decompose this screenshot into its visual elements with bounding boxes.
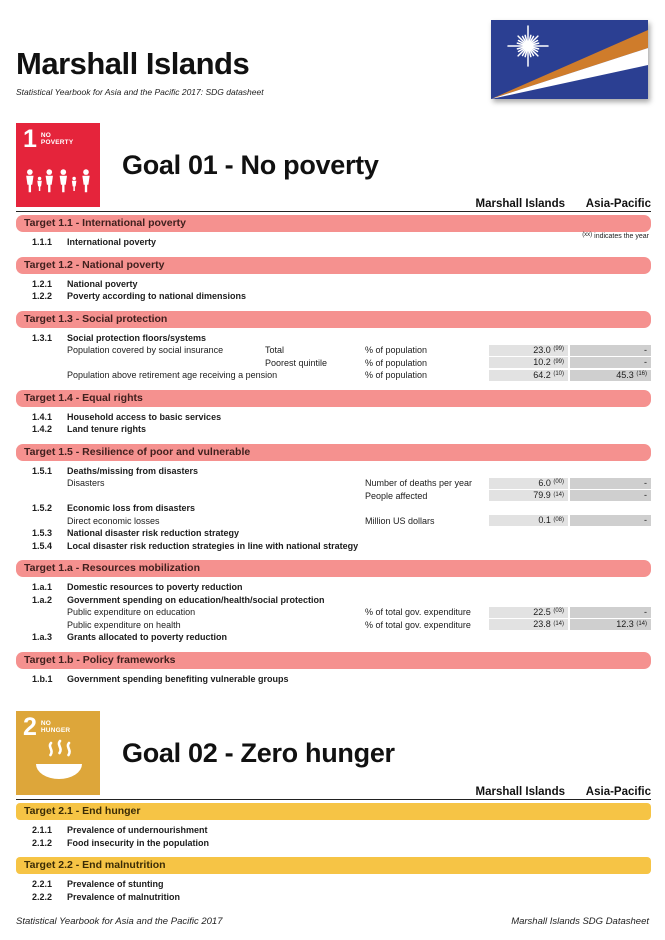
value-year: (16)	[636, 371, 647, 377]
indicator-unit: % of population	[365, 345, 428, 355]
value-year: (99)	[553, 346, 564, 352]
indicator-unit: Million US dollars	[365, 515, 435, 526]
indicator-number	[32, 477, 67, 490]
target-bar	[16, 652, 651, 669]
indicator-number	[32, 344, 67, 357]
indicator-name: Direct economic losses	[67, 515, 160, 526]
indicator-name: Local disaster risk reduction strategies in line with national strategy	[67, 540, 359, 551]
target-bar	[16, 390, 651, 407]
target-section	[16, 560, 651, 644]
target-bar	[16, 560, 651, 577]
indicator-number: 1.2.1	[32, 278, 53, 289]
indicator-subcategory: Total	[265, 345, 285, 355]
indicator-name: Economic loss from disasters	[67, 503, 196, 513]
sdg-goal-badge	[16, 711, 100, 795]
value-cell-region: 12.3 $^{(14)}$	[570, 619, 651, 630]
value-cell-country: 10.2 $^{(99)}$	[489, 357, 568, 368]
target-bar-label: Target 2.2 - End malnutrition	[24, 859, 166, 871]
page-subtitle: Statistical Yearbook for Asia and the Pacific 2017: SDG datasheet	[16, 87, 264, 97]
value-cell-region: -	[570, 357, 651, 368]
value-year: (00)	[553, 479, 564, 485]
goal-title: Goal 01 - No poverty	[122, 149, 379, 180]
indicator-row	[16, 332, 651, 345]
goal-badge-top	[23, 713, 94, 741]
value-cell-country: 23.8 $^{(14)}$	[489, 619, 568, 630]
page-content	[0, 46, 665, 903]
flag-marshall-islands-svg	[491, 20, 648, 99]
indicator-number: 1.a.3	[32, 632, 53, 642]
indicator-name	[67, 357, 265, 370]
goal-title: Goal 02 - Zero hunger	[122, 737, 395, 768]
footer-left: Statistical Yearbook for Asia and the Pacific 2017	[16, 916, 223, 927]
page-title: Marshall Islands	[16, 46, 250, 81]
indicator-row	[16, 878, 651, 891]
indicator-subcategory: Poorest quintile	[265, 357, 328, 368]
value-year: (03)	[553, 608, 564, 614]
value-year: (99)	[553, 358, 564, 365]
target-section	[16, 857, 651, 903]
indicator-name: National disaster risk reduction strategy	[67, 528, 240, 538]
indicator-number: 1.5.3	[32, 528, 53, 538]
indicator-name: Land tenure rights	[67, 424, 147, 434]
indicator-row	[16, 344, 651, 357]
value-year: (08)	[553, 516, 564, 523]
indicator-row	[16, 232, 651, 249]
column-header-country: Marshall Islands	[475, 198, 565, 210]
target-bar	[16, 311, 651, 328]
target-bar	[16, 257, 651, 274]
indicator-unit: % of total gov. expenditure	[365, 619, 471, 630]
target-section	[16, 215, 651, 249]
target-bar	[16, 857, 651, 874]
indicator-unit: % of population	[365, 357, 428, 368]
indicator-name: Public expenditure on education	[67, 607, 196, 617]
value-cell-country: 22.5 $^{(03)}$	[489, 607, 568, 618]
indicator-number	[32, 490, 67, 503]
value-cell-region: -	[570, 490, 651, 501]
target-section	[16, 803, 651, 849]
indicator-name: Food insecurity in the population	[67, 837, 209, 848]
indicator-row	[16, 369, 651, 382]
target-bar-label: Target 1.2 - National poverty	[24, 258, 165, 271]
value-cell-region: -	[570, 345, 651, 356]
indicator-name: Disasters	[67, 478, 105, 488]
indicator-number: 1.b.1	[32, 673, 53, 684]
goal-number: 2	[23, 713, 37, 741]
target-section	[16, 311, 651, 382]
indicator-name: Household access to basic services	[67, 411, 222, 422]
goal-badge-top	[23, 125, 94, 153]
year-note: $^{(xx)}$ indicates the year	[582, 232, 649, 240]
indicator-number: 2.1.2	[32, 837, 53, 848]
indicator-name: International poverty	[67, 237, 157, 247]
indicator-number: 1.4.1	[32, 411, 53, 422]
indicator-unit: Number of deaths per year	[365, 478, 473, 488]
indicator-number	[32, 369, 67, 382]
indicator-row	[16, 581, 651, 594]
value-cell-region: -	[570, 607, 651, 618]
target-section	[16, 390, 651, 436]
indicator-name: Population above retirement age receiving a pension	[67, 370, 278, 380]
indicator-name	[67, 490, 365, 503]
indicator-row	[16, 527, 651, 540]
indicator-number: 1.3.1	[32, 332, 53, 343]
indicator-name: National poverty	[67, 278, 138, 289]
indicator-name: Population covered by social insurance	[67, 345, 224, 355]
indicator-number: 1.a.2	[32, 594, 53, 605]
indicator-unit: % of population	[365, 370, 428, 380]
target-bar-label: Target 1.b - Policy frameworks	[24, 653, 176, 666]
indicator-row	[16, 891, 651, 904]
indicator-number: 1.2.2	[32, 291, 53, 301]
goal-badge-line1: NO	[40, 720, 52, 727]
target-section	[16, 652, 651, 686]
goal-header	[16, 123, 651, 207]
value-cell-country: 23.0 $^{(99)}$	[489, 345, 568, 356]
target-section	[16, 444, 651, 553]
indicator-number	[32, 515, 67, 528]
goal-section	[16, 711, 651, 903]
goal-section	[16, 123, 651, 685]
indicator-row	[16, 357, 651, 370]
indicator-row	[16, 490, 651, 503]
indicator-name: Deaths/missing from disasters	[67, 465, 199, 476]
target-bar-label: Target 1.5 - Resilience of poor and vulnerable	[24, 445, 251, 458]
value-cell-region: -	[570, 478, 651, 489]
indicator-row	[16, 502, 651, 515]
indicator-row	[16, 290, 651, 303]
goal-badge-label	[41, 128, 73, 146]
indicator-row	[16, 594, 651, 607]
goal-badge-line2: POVERTY	[40, 139, 74, 146]
family-icon	[24, 168, 94, 200]
indicator-name: Social protection floors/systems	[67, 332, 207, 343]
target-bar	[16, 215, 651, 232]
indicator-name: Prevalence of undernourishment	[67, 825, 208, 835]
goals-container	[16, 123, 651, 903]
indicator-number	[32, 606, 67, 619]
goal-header	[16, 711, 651, 795]
indicator-name: Government spending benefiting vulnerable groups	[67, 673, 289, 684]
value-year: (14)	[553, 620, 564, 627]
value-cell-region: -	[570, 515, 651, 526]
indicator-row	[16, 423, 651, 436]
column-header-country: Marshall Islands	[475, 786, 565, 798]
indicator-row	[16, 824, 651, 837]
target-bar-label: Target 2.1 - End hunger	[24, 805, 141, 817]
flag-marshall-islands	[491, 20, 648, 99]
indicator-number: 1.5.4	[32, 540, 53, 551]
indicator-name: Prevalence of malnutrition	[67, 891, 181, 902]
indicator-row	[16, 631, 651, 644]
indicator-name: Public expenditure on health	[67, 619, 181, 630]
indicator-number	[32, 619, 67, 632]
indicator-number: 2.2.2	[32, 891, 53, 902]
goal-badge-line1: NO	[40, 132, 52, 139]
page-footer	[16, 916, 649, 927]
indicator-name: Domestic resources to poverty reduction	[67, 582, 243, 592]
indicator-row	[16, 606, 651, 619]
value-year: (10)	[553, 371, 564, 377]
indicator-row	[16, 619, 651, 632]
indicator-name: Prevalence of stunting	[67, 879, 164, 889]
indicator-number	[32, 357, 67, 370]
column-header-region: Asia-Pacific	[585, 198, 651, 210]
value-cell-region: 45.3 $^{(16)}$	[570, 370, 651, 381]
goal-number: 1	[23, 125, 37, 153]
indicator-row	[16, 278, 651, 291]
family-icon	[24, 168, 94, 195]
bowl-icon	[27, 739, 91, 790]
indicator-name: Grants allocated to poverty reduction	[67, 632, 228, 642]
value-cell-country: 64.2 $^{(10)}$	[489, 370, 568, 381]
target-bar	[16, 444, 651, 461]
indicator-number: 2.1.1	[32, 825, 53, 835]
goal-badge-line2: HUNGER	[40, 727, 71, 734]
target-bar	[16, 803, 651, 820]
indicator-number: 1.4.2	[32, 424, 53, 434]
indicator-unit: People affected	[365, 490, 428, 501]
value-cell-country: 0.1 $^{(08)}$	[489, 515, 568, 526]
indicator-row	[16, 477, 651, 490]
value-year: (14)	[553, 491, 564, 498]
indicator-row	[16, 673, 651, 686]
indicator-row	[16, 411, 651, 424]
indicator-number: 2.2.1	[32, 879, 53, 889]
footer-right: Marshall Islands SDG Datasheet	[511, 916, 649, 927]
indicator-unit: % of total gov. expenditure	[365, 607, 471, 617]
bowl-icon	[27, 739, 91, 785]
indicator-name: Poverty according to national dimensions	[67, 291, 247, 301]
year-note-sup: (xx)	[582, 232, 593, 238]
indicator-row	[16, 515, 651, 528]
indicator-row	[16, 837, 651, 850]
indicator-number: 1.5.2	[32, 503, 53, 513]
indicator-number: 1.5.1	[32, 465, 53, 476]
target-bar-label: Target 1.a - Resources mobilization	[24, 562, 201, 574]
indicator-row	[16, 465, 651, 478]
target-section	[16, 257, 651, 303]
value-year: (14)	[636, 620, 647, 627]
indicator-name: Government spending on education/health/social protection	[67, 594, 325, 605]
sdg-goal-badge	[16, 123, 100, 207]
indicator-row	[16, 540, 651, 553]
indicator-number: 1.a.1	[32, 582, 53, 592]
column-header-region: Asia-Pacific	[585, 786, 651, 798]
value-cell-country: 79.9 $^{(14)}$	[489, 490, 568, 501]
target-bar-label: Target 1.4 - Equal rights	[24, 391, 143, 404]
target-bar-label: Target 1.1 - International poverty	[24, 217, 187, 229]
goal-badge-label	[41, 716, 70, 734]
value-cell-country: 6.0 $^{(00)}$	[489, 478, 568, 489]
indicator-number: 1.1.1	[32, 237, 53, 247]
target-bar-label: Target 1.3 - Social protection	[24, 312, 168, 325]
